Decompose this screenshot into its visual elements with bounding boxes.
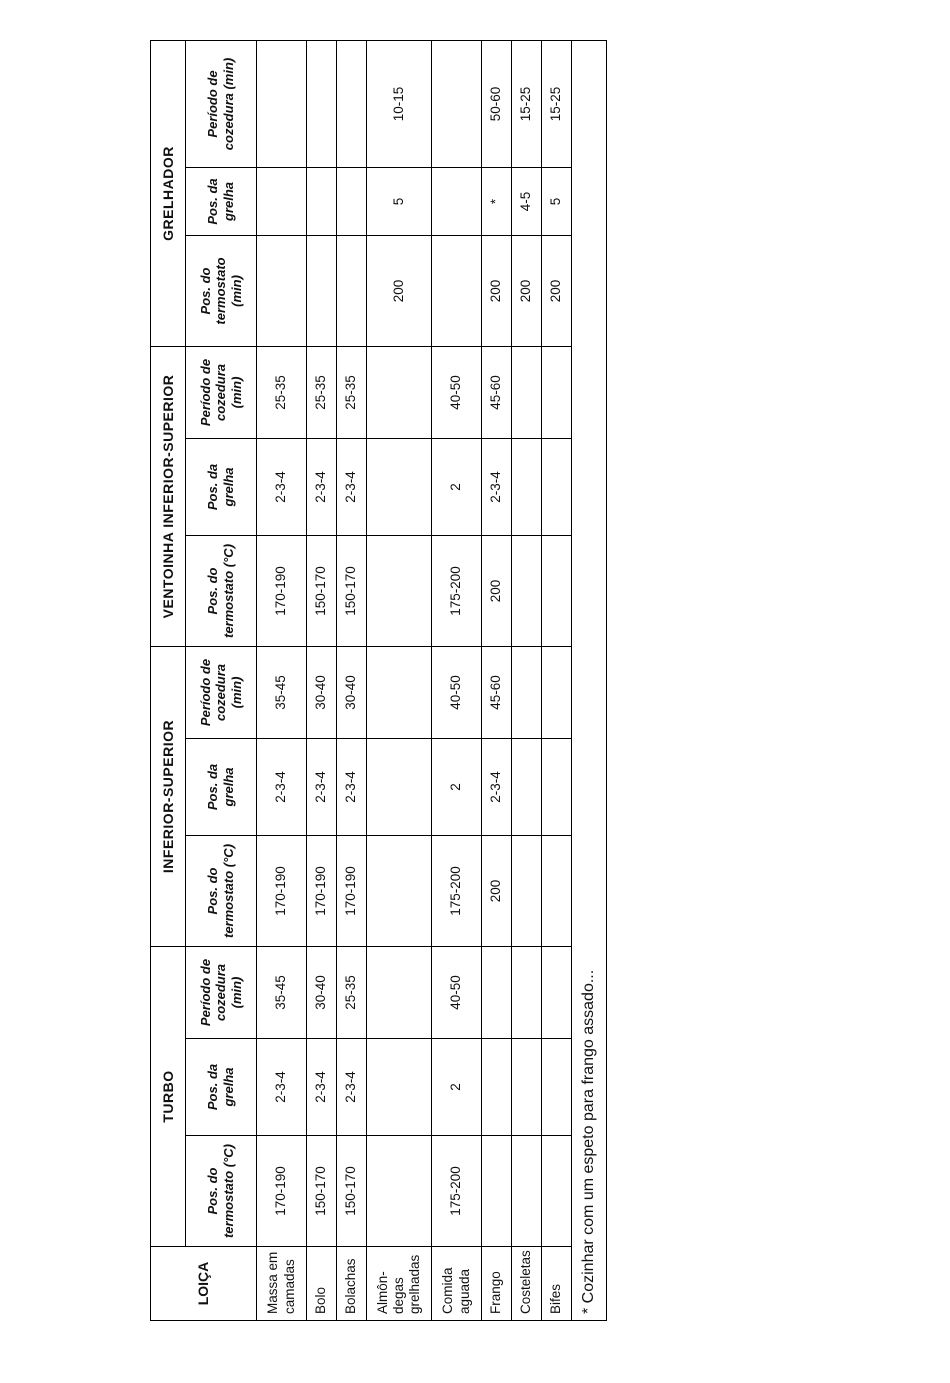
table-cell xyxy=(432,235,482,346)
table-cell: 25-35 xyxy=(307,346,337,438)
row-item-label: Bolachas xyxy=(337,1247,367,1321)
table-cell: 25-35 xyxy=(257,346,307,438)
table-cell xyxy=(367,1039,432,1136)
table-cell: 2 xyxy=(432,738,482,835)
table-cell xyxy=(542,346,572,438)
group-turbo: TURBO xyxy=(151,946,186,1246)
table-cell: 25-35 xyxy=(337,346,367,438)
group-grelhador: GRELHADOR xyxy=(151,40,186,346)
table-cell xyxy=(367,646,432,738)
table-row xyxy=(367,40,432,1320)
table-cell: 5 xyxy=(367,167,432,235)
table-cell: 200 xyxy=(482,835,512,946)
table-cell: 30-40 xyxy=(307,646,337,738)
table-row xyxy=(337,40,367,1320)
table-cell xyxy=(512,535,542,646)
table-cell: 25-35 xyxy=(337,946,367,1038)
table-cell: 2-3-4 xyxy=(257,1039,307,1136)
table-cell: 2-3-4 xyxy=(337,438,367,535)
table-cell xyxy=(512,646,542,738)
table-cell: 10-15 xyxy=(367,40,432,167)
footnote-row xyxy=(572,40,607,1320)
table-cell xyxy=(482,1039,512,1136)
subheader: Pos. da grelha xyxy=(186,438,257,535)
subheader: Pos. da grelha xyxy=(186,167,257,235)
subheader: Período de cozedura (min) xyxy=(186,646,257,738)
table-cell xyxy=(257,167,307,235)
table-cell xyxy=(512,738,542,835)
table-cell xyxy=(257,40,307,167)
subheader: Pos. do termostato (°C) xyxy=(186,1136,257,1247)
table-cell xyxy=(307,167,337,235)
rotated-page xyxy=(150,41,605,1321)
table-cell: 2-3-4 xyxy=(482,438,512,535)
table-cell: 2-3-4 xyxy=(307,438,337,535)
table-body xyxy=(257,40,572,1320)
row-item-label: Massa em camadas xyxy=(257,1247,307,1321)
table-row xyxy=(307,40,337,1320)
table-cell xyxy=(512,346,542,438)
row-item-label: Frango xyxy=(482,1247,512,1321)
table-cell xyxy=(432,40,482,167)
table-cell xyxy=(512,946,542,1038)
table-cell xyxy=(512,835,542,946)
subheader: Pos. da grelha xyxy=(186,738,257,835)
table-cell: 170-190 xyxy=(257,835,307,946)
table-cell: 170-190 xyxy=(257,535,307,646)
row-item-label: Almôn-degas grelhadas xyxy=(367,1247,432,1321)
table-cell xyxy=(482,946,512,1038)
table-cell: 2-3-4 xyxy=(482,738,512,835)
subheader-row xyxy=(186,40,257,1320)
item-header: LOIÇA xyxy=(151,1247,257,1321)
table-row xyxy=(482,40,512,1320)
table-cell: 2 xyxy=(432,1039,482,1136)
table-cell: 2 xyxy=(432,438,482,535)
footnote: * Cozinhar com um espeto para frango assado... xyxy=(572,40,607,1320)
table-row xyxy=(512,40,542,1320)
table-cell: 40-50 xyxy=(432,946,482,1038)
table-cell: 2-3-4 xyxy=(307,738,337,835)
table-cell xyxy=(337,235,367,346)
table-cell xyxy=(337,40,367,167)
subheader: Pos. do termostato (min) xyxy=(186,235,257,346)
table-cell: 200 xyxy=(482,235,512,346)
table-cell: 35-45 xyxy=(257,946,307,1038)
table-cell xyxy=(542,1039,572,1136)
table-cell xyxy=(307,40,337,167)
table-cell xyxy=(367,535,432,646)
table-cell xyxy=(367,835,432,946)
table-cell: 150-170 xyxy=(307,535,337,646)
table-cell: 35-45 xyxy=(257,646,307,738)
table-cell xyxy=(367,438,432,535)
table-cell xyxy=(367,946,432,1038)
table-cell xyxy=(337,167,367,235)
table-cell: 2-3-4 xyxy=(307,1039,337,1136)
row-item-label: Costeletas xyxy=(512,1247,542,1321)
group-header-row xyxy=(151,40,186,1320)
table-cell xyxy=(512,1039,542,1136)
table-cell: 170-190 xyxy=(307,835,337,946)
table-cell xyxy=(542,946,572,1038)
table-cell: 40-50 xyxy=(432,646,482,738)
group-inferior-superior: INFERIOR-SUPERIOR xyxy=(151,646,186,946)
table-row xyxy=(542,40,572,1320)
table-cell xyxy=(542,1136,572,1247)
subheader: Pos. do termostato (°C) xyxy=(186,535,257,646)
table-cell: 200 xyxy=(542,235,572,346)
table-cell xyxy=(542,535,572,646)
table-cell: 45-60 xyxy=(482,646,512,738)
table-cell: 2-3-4 xyxy=(257,438,307,535)
table-cell: 15-25 xyxy=(542,40,572,167)
table-cell: 15-25 xyxy=(512,40,542,167)
table-cell xyxy=(542,835,572,946)
table-cell xyxy=(257,235,307,346)
row-item-label: Bifes xyxy=(542,1247,572,1321)
table-cell xyxy=(512,438,542,535)
table-cell xyxy=(432,167,482,235)
table-cell xyxy=(542,438,572,535)
subheader: Período de cozedura (min) xyxy=(186,40,257,167)
table-cell: 2-3-4 xyxy=(337,1039,367,1136)
table-cell xyxy=(367,1136,432,1247)
table-cell: 175-200 xyxy=(432,835,482,946)
table-cell: 40-50 xyxy=(432,346,482,438)
table-cell: 175-200 xyxy=(432,535,482,646)
table-cell xyxy=(542,738,572,835)
table-cell xyxy=(367,346,432,438)
table-cell xyxy=(307,235,337,346)
table-cell: 170-190 xyxy=(337,835,367,946)
row-item-label: Bolo xyxy=(307,1247,337,1321)
group-ventoinha: VENTOINHA INFERIOR-SUPERIOR xyxy=(151,346,186,646)
table-cell xyxy=(542,646,572,738)
subheader: Pos. do termostato (°C) xyxy=(186,835,257,946)
table-cell: * xyxy=(482,167,512,235)
table-row xyxy=(432,40,482,1320)
table-cell: 175-200 xyxy=(432,1136,482,1247)
table-cell: 2-3-4 xyxy=(337,738,367,835)
table-cell xyxy=(482,1136,512,1247)
table-cell: 200 xyxy=(367,235,432,346)
table-cell: 200 xyxy=(512,235,542,346)
table-cell: 5 xyxy=(542,167,572,235)
table-cell: 4-5 xyxy=(512,167,542,235)
cooking-table xyxy=(150,40,607,1321)
table-cell: 150-170 xyxy=(337,535,367,646)
row-item-label: Comida aguada xyxy=(432,1247,482,1321)
table-cell: 150-170 xyxy=(337,1136,367,1247)
table-row xyxy=(257,40,307,1320)
subheader: Período de cozedura (min) xyxy=(186,346,257,438)
subheader: Período de cozedura (min) xyxy=(186,946,257,1038)
subheader: Pos. da grelha xyxy=(186,1039,257,1136)
table-cell: 30-40 xyxy=(337,646,367,738)
table-cell: 30-40 xyxy=(307,946,337,1038)
table-cell: 50-60 xyxy=(482,40,512,167)
table-cell: 170-190 xyxy=(257,1136,307,1247)
table-cell: 45-60 xyxy=(482,346,512,438)
table-cell xyxy=(367,738,432,835)
table-cell: 150-170 xyxy=(307,1136,337,1247)
table-cell: 2-3-4 xyxy=(257,738,307,835)
table-cell: 200 xyxy=(482,535,512,646)
table-cell xyxy=(512,1136,542,1247)
